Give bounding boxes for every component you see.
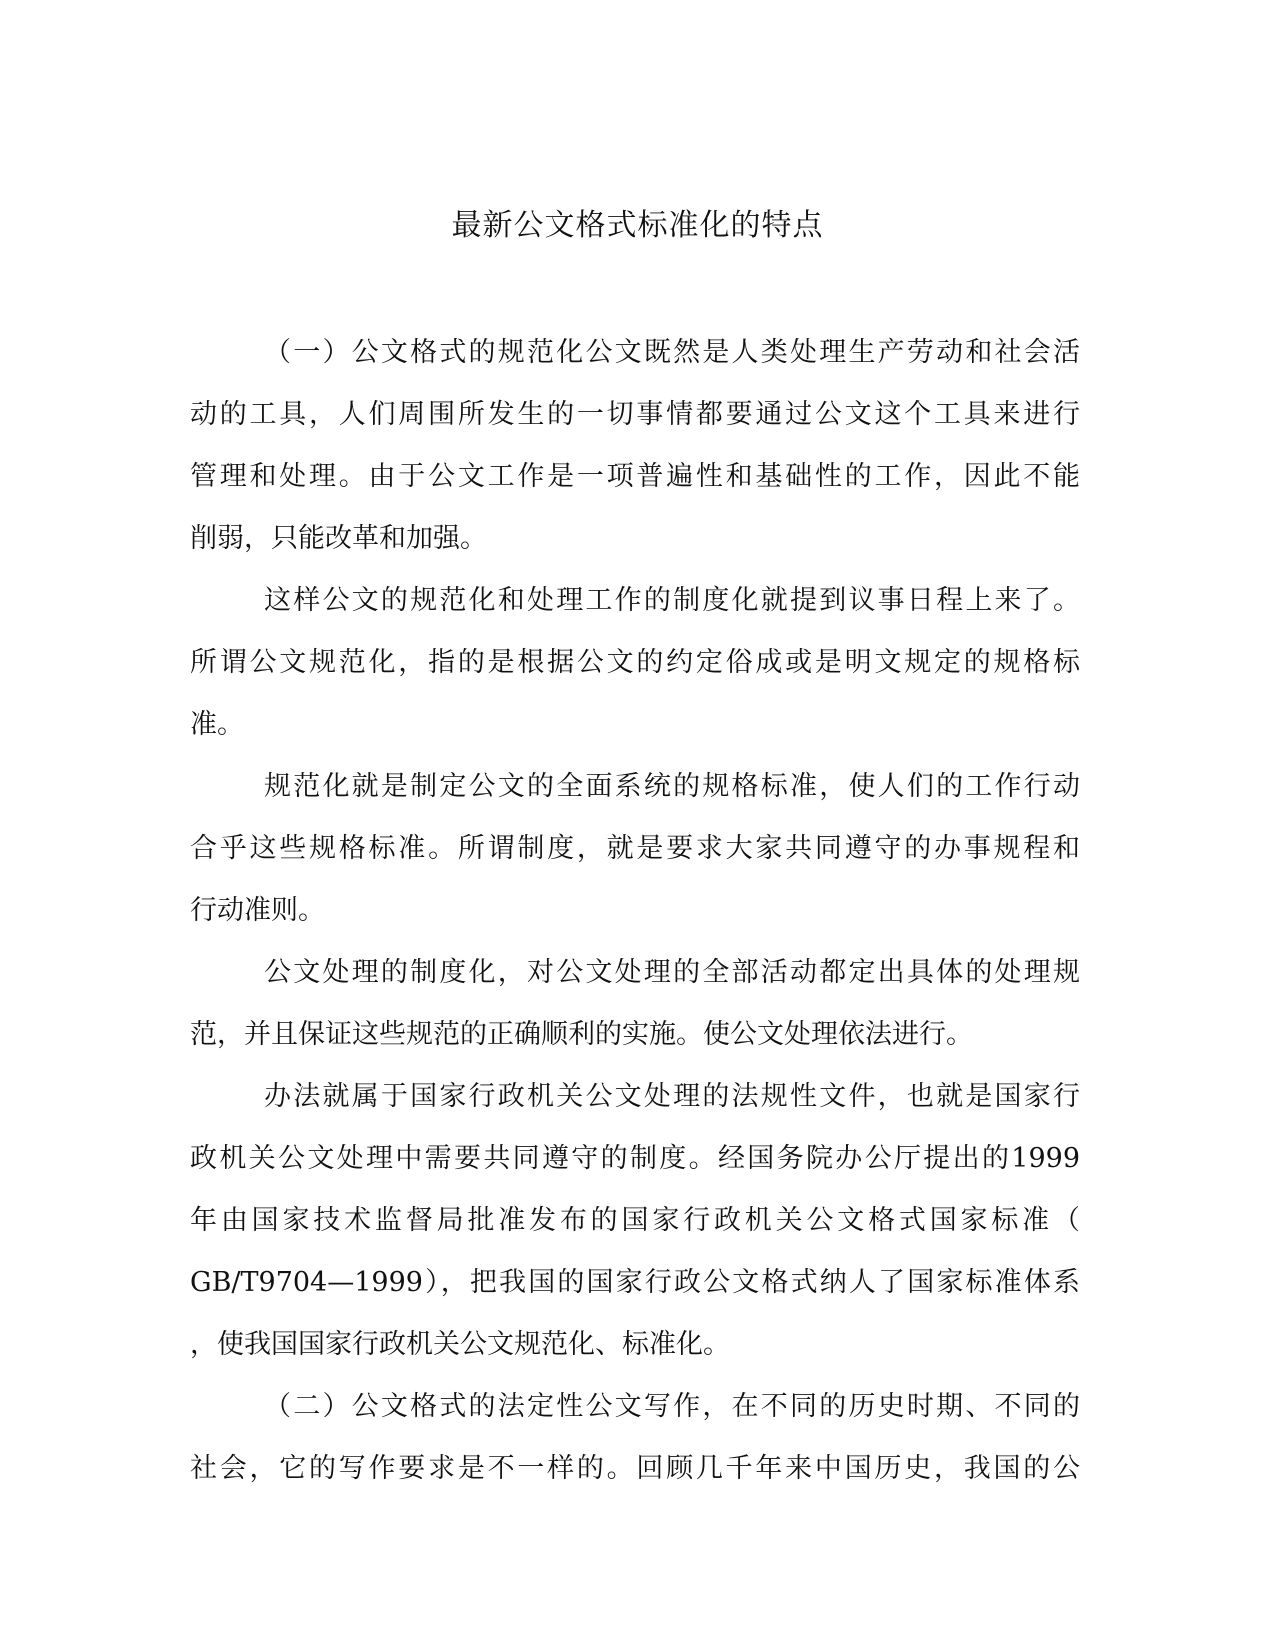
- paragraph-line: 所谓公文规范化，指的是根据公文的约定俗成或是明文规定的规格标: [190, 647, 1080, 678]
- paragraph-line: 年由国家技术监督局批准发布的国家行政机关公文格式国家标准（: [190, 1205, 1080, 1236]
- paragraph-line: 管理和处理。由于公文工作是一项普遍性和基础性的工作，因此不能: [190, 461, 1080, 492]
- paragraph-line: 合乎这些规格标准。所谓制度，就是要求大家共同遵守的办事规程和: [190, 833, 1080, 864]
- paragraph-line: 这样公文的规范化和处理工作的制度化就提到议事日程上来了。: [264, 585, 1080, 616]
- document-body: [190, 330, 1080, 1508]
- paragraph-line: 办法就属于国家行政机关公文处理的法规性文件，也就是国家行: [264, 1081, 1080, 1112]
- paragraph-line: 削弱，只能改革和加强。: [190, 523, 487, 554]
- paragraph-line: 准。: [190, 709, 244, 740]
- paragraph-line: 动的工具，人们周围所发生的一切事情都要通过公文这个工具来进行: [190, 399, 1080, 430]
- paragraph-line: GB/T9704—1999），把我国的国家行政公文格式纳人了国家标准体系: [190, 1267, 1080, 1298]
- paragraph-line: 公文处理的制度化，对公文处理的全部活动都定出具体的处理规: [264, 957, 1080, 988]
- paragraph-line: 政机关公文处理中需要共同遵守的制度。经国务院办公厅提出的1999: [190, 1143, 1080, 1174]
- paragraph-line: （二）公文格式的法定性公文写作，在不同的历史时期、不同的: [264, 1391, 1080, 1422]
- paragraph-line: ，使我国国家行政机关公文规范化、标准化。: [190, 1329, 730, 1360]
- paragraph-line: 规范化就是制定公文的全面系统的规格标准，使人们的工作行动: [264, 771, 1080, 802]
- paragraph-line: （一）公文格式的规范化公文既然是人类处理生产劳动和社会活: [264, 337, 1080, 368]
- paragraph-line: 社会，它的写作要求是不一样的。回顾几千年来中国历史，我国的公: [190, 1453, 1080, 1484]
- document-title: 最新公文格式标准化的特点: [451, 208, 824, 243]
- paragraph-line: 范，并且保证这些规范的正确顺利的实施。使公文处理依法进行。: [190, 1019, 973, 1050]
- paragraph-line: 行动准则。: [190, 895, 325, 926]
